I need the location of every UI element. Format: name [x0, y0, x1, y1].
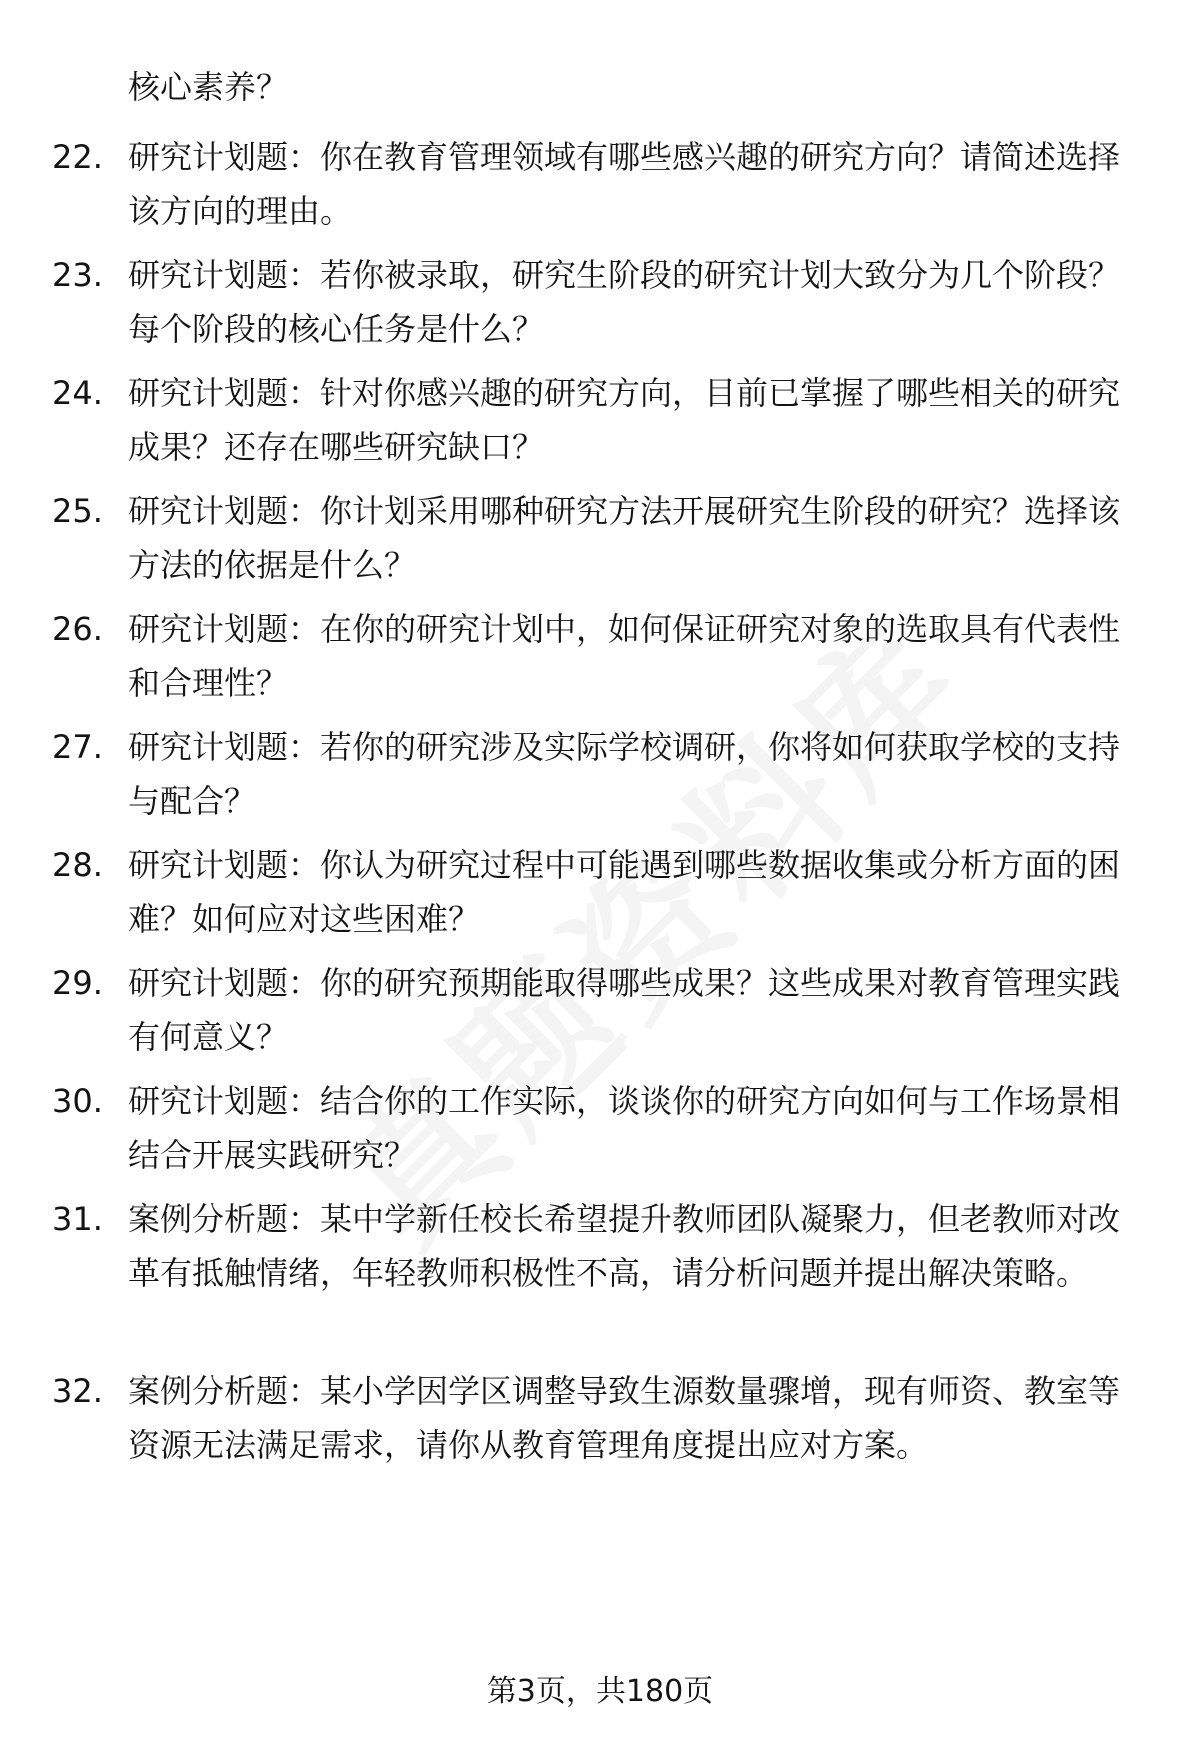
question-text: 研究计划题：你在教育管理领域有哪些感兴趣的研究方向？请简述选择该方向的理由。 — [128, 138, 1121, 230]
question-text: 案例分析题：某中学新任校长希望提升教师团队凝聚力，但老教师对改革有抵触情绪，年轻教师积极性不高，请分析问题并提出解决策略。 — [128, 1200, 1121, 1292]
question-text: 研究计划题：你认为研究过程中可能遇到哪些数据收集或分析方面的困难？如何应对这些困难？ — [128, 846, 1121, 938]
question-number: 29. — [52, 964, 103, 1002]
question-text: 研究计划题：针对你感兴趣的研究方向，目前已掌握了哪些相关的研究成果？还存在哪些研究缺口？ — [128, 374, 1121, 466]
question-text: 研究计划题：若你的研究涉及实际学校调研，你将如何获取学校的支持与配合？ — [128, 728, 1121, 820]
question-number: 28. — [52, 846, 103, 884]
question-number: 27. — [52, 728, 103, 766]
question-number: 23. — [52, 256, 103, 294]
page-footer: 第3页，共180页 — [486, 1674, 714, 1709]
question-number: 30. — [52, 1082, 103, 1120]
question-number: 22. — [52, 138, 103, 176]
question-number: 24. — [52, 374, 103, 412]
question-number: 31. — [52, 1200, 103, 1238]
question-text: 研究计划题：你计划采用哪种研究方法开展研究生阶段的研究？选择该方法的依据是什么？ — [128, 492, 1121, 584]
question-text: 研究计划题：在你的研究计划中，如何保证研究对象的选取具有代表性和合理性？ — [128, 610, 1121, 702]
question-number: 25. — [52, 492, 103, 530]
question-text: 研究计划题：结合你的工作实际，谈谈你的研究方向如何与工作场景相结合开展实践研究？ — [128, 1082, 1121, 1174]
question-number: 32. — [52, 1372, 103, 1410]
question-text: 案例分析题：某小学因学区调整导致生源数量骤增，现有师资、教室等资源无法满足需求，请你从教育管理角度提出应对方案。 — [128, 1372, 1121, 1464]
continued-text: 核心素养？ — [128, 68, 289, 106]
question-number: 26. — [52, 610, 103, 648]
question-text: 研究计划题：若你被录取，研究生阶段的研究计划大致分为几个阶段？每个阶段的核心任务是什么？ — [128, 256, 1121, 348]
question-text: 研究计划题：你的研究预期能取得哪些成果？这些成果对教育管理实践有何意义？ — [128, 964, 1121, 1056]
